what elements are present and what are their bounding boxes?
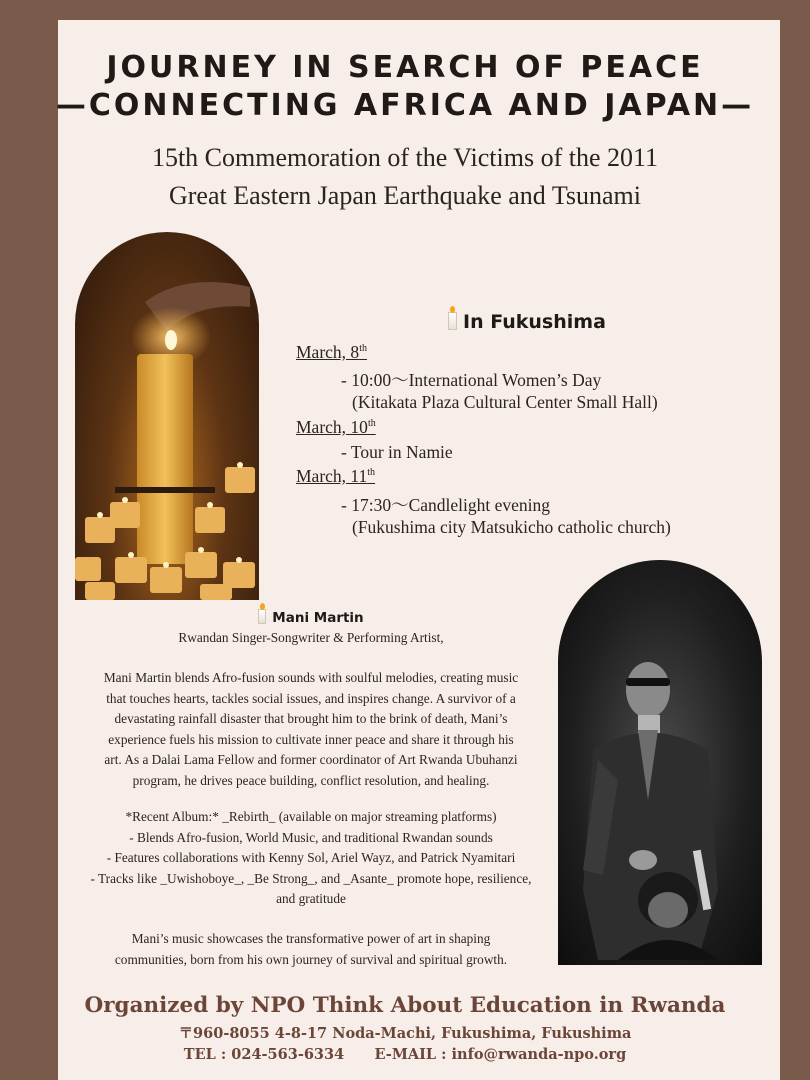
event-date-2: March, 10th bbox=[296, 417, 376, 437]
artist-bio: Mani Martin blends Afro-fusion sounds with soulful melodies, creating music that touches hearts, tackles social issues, and inspires change. A survivor of a devastating rainfall disaster that brought him to the brink of death, Mani’s experience fuels his mission to cultivate inner peace and share it through his art. As a Dalai Lama Fellow and former coordinator of Art Rwanda Ubuhanzi program, he drives peace building, conflict resolution, and healing. bbox=[103, 670, 519, 788]
address-line: 〒960-8055 4-8-17 Noda-Machi, Fukushima, Fukushima bbox=[178, 1025, 632, 1042]
event-2-line1: - Tour in Namie bbox=[341, 442, 453, 462]
candle-photo bbox=[75, 232, 259, 600]
organizer-line: Organized by NPO Think About Education in Rwanda bbox=[84, 993, 726, 1018]
event-heading bbox=[448, 311, 606, 333]
artist-role: Rwandan Singer-Songwriter & Performing Artist, bbox=[178, 630, 444, 645]
candle-icon bbox=[258, 609, 266, 624]
event-date-3: March, 11th bbox=[296, 466, 376, 486]
event-heading-text: In Fukushima bbox=[463, 311, 606, 333]
subtitle-line1: 15th Commemoration of the Victims of the 2011 bbox=[151, 143, 659, 172]
event-date-1: March, 8th bbox=[296, 342, 367, 362]
event-1-line2: (Kitakata Plaza Cultural Center Small Hall) bbox=[352, 392, 658, 412]
subtitle-line2: Great Eastern Japan Earthquake and Tsunami bbox=[168, 181, 642, 210]
artist-name: Mani Martin bbox=[62, 609, 560, 626]
candle-icon bbox=[448, 312, 457, 330]
artist-closing: Mani’s music showcases the transformative power of art in shaping communities, born from his own journey of survival and spiritual growth. bbox=[114, 931, 508, 967]
poster-title-line2: —CONNECTING AFRICA AND JAPAN— bbox=[55, 88, 755, 123]
event-1-line1: - 10:00〜International Women’s Day bbox=[341, 370, 602, 390]
contact-line: TEL : 024-563-6334 E-MAIL : info@rwanda-npo.org bbox=[183, 1046, 627, 1063]
poster-title-line1: JOURNEY IN SEARCH OF PEACE bbox=[106, 50, 704, 85]
artist-photo bbox=[558, 560, 762, 965]
event-3-line1: - 17:30〜Candlelight evening bbox=[341, 495, 550, 515]
event-3-line2: (Fukushima city Matsukicho catholic church) bbox=[352, 517, 671, 537]
album-info: *Recent Album:* _Rebirth_ (available on major streaming platforms) - Blends Afro-fusion, World Music, and traditional Rwandan sounds - Features collaborations with Kenny Sol, Ariel Wayz, and Patrick Nyamitari - Tracks like _Uwishoboye_, _Be Strong_, and _Asante_ promote hope, resilience, and gratitude bbox=[90, 809, 532, 906]
